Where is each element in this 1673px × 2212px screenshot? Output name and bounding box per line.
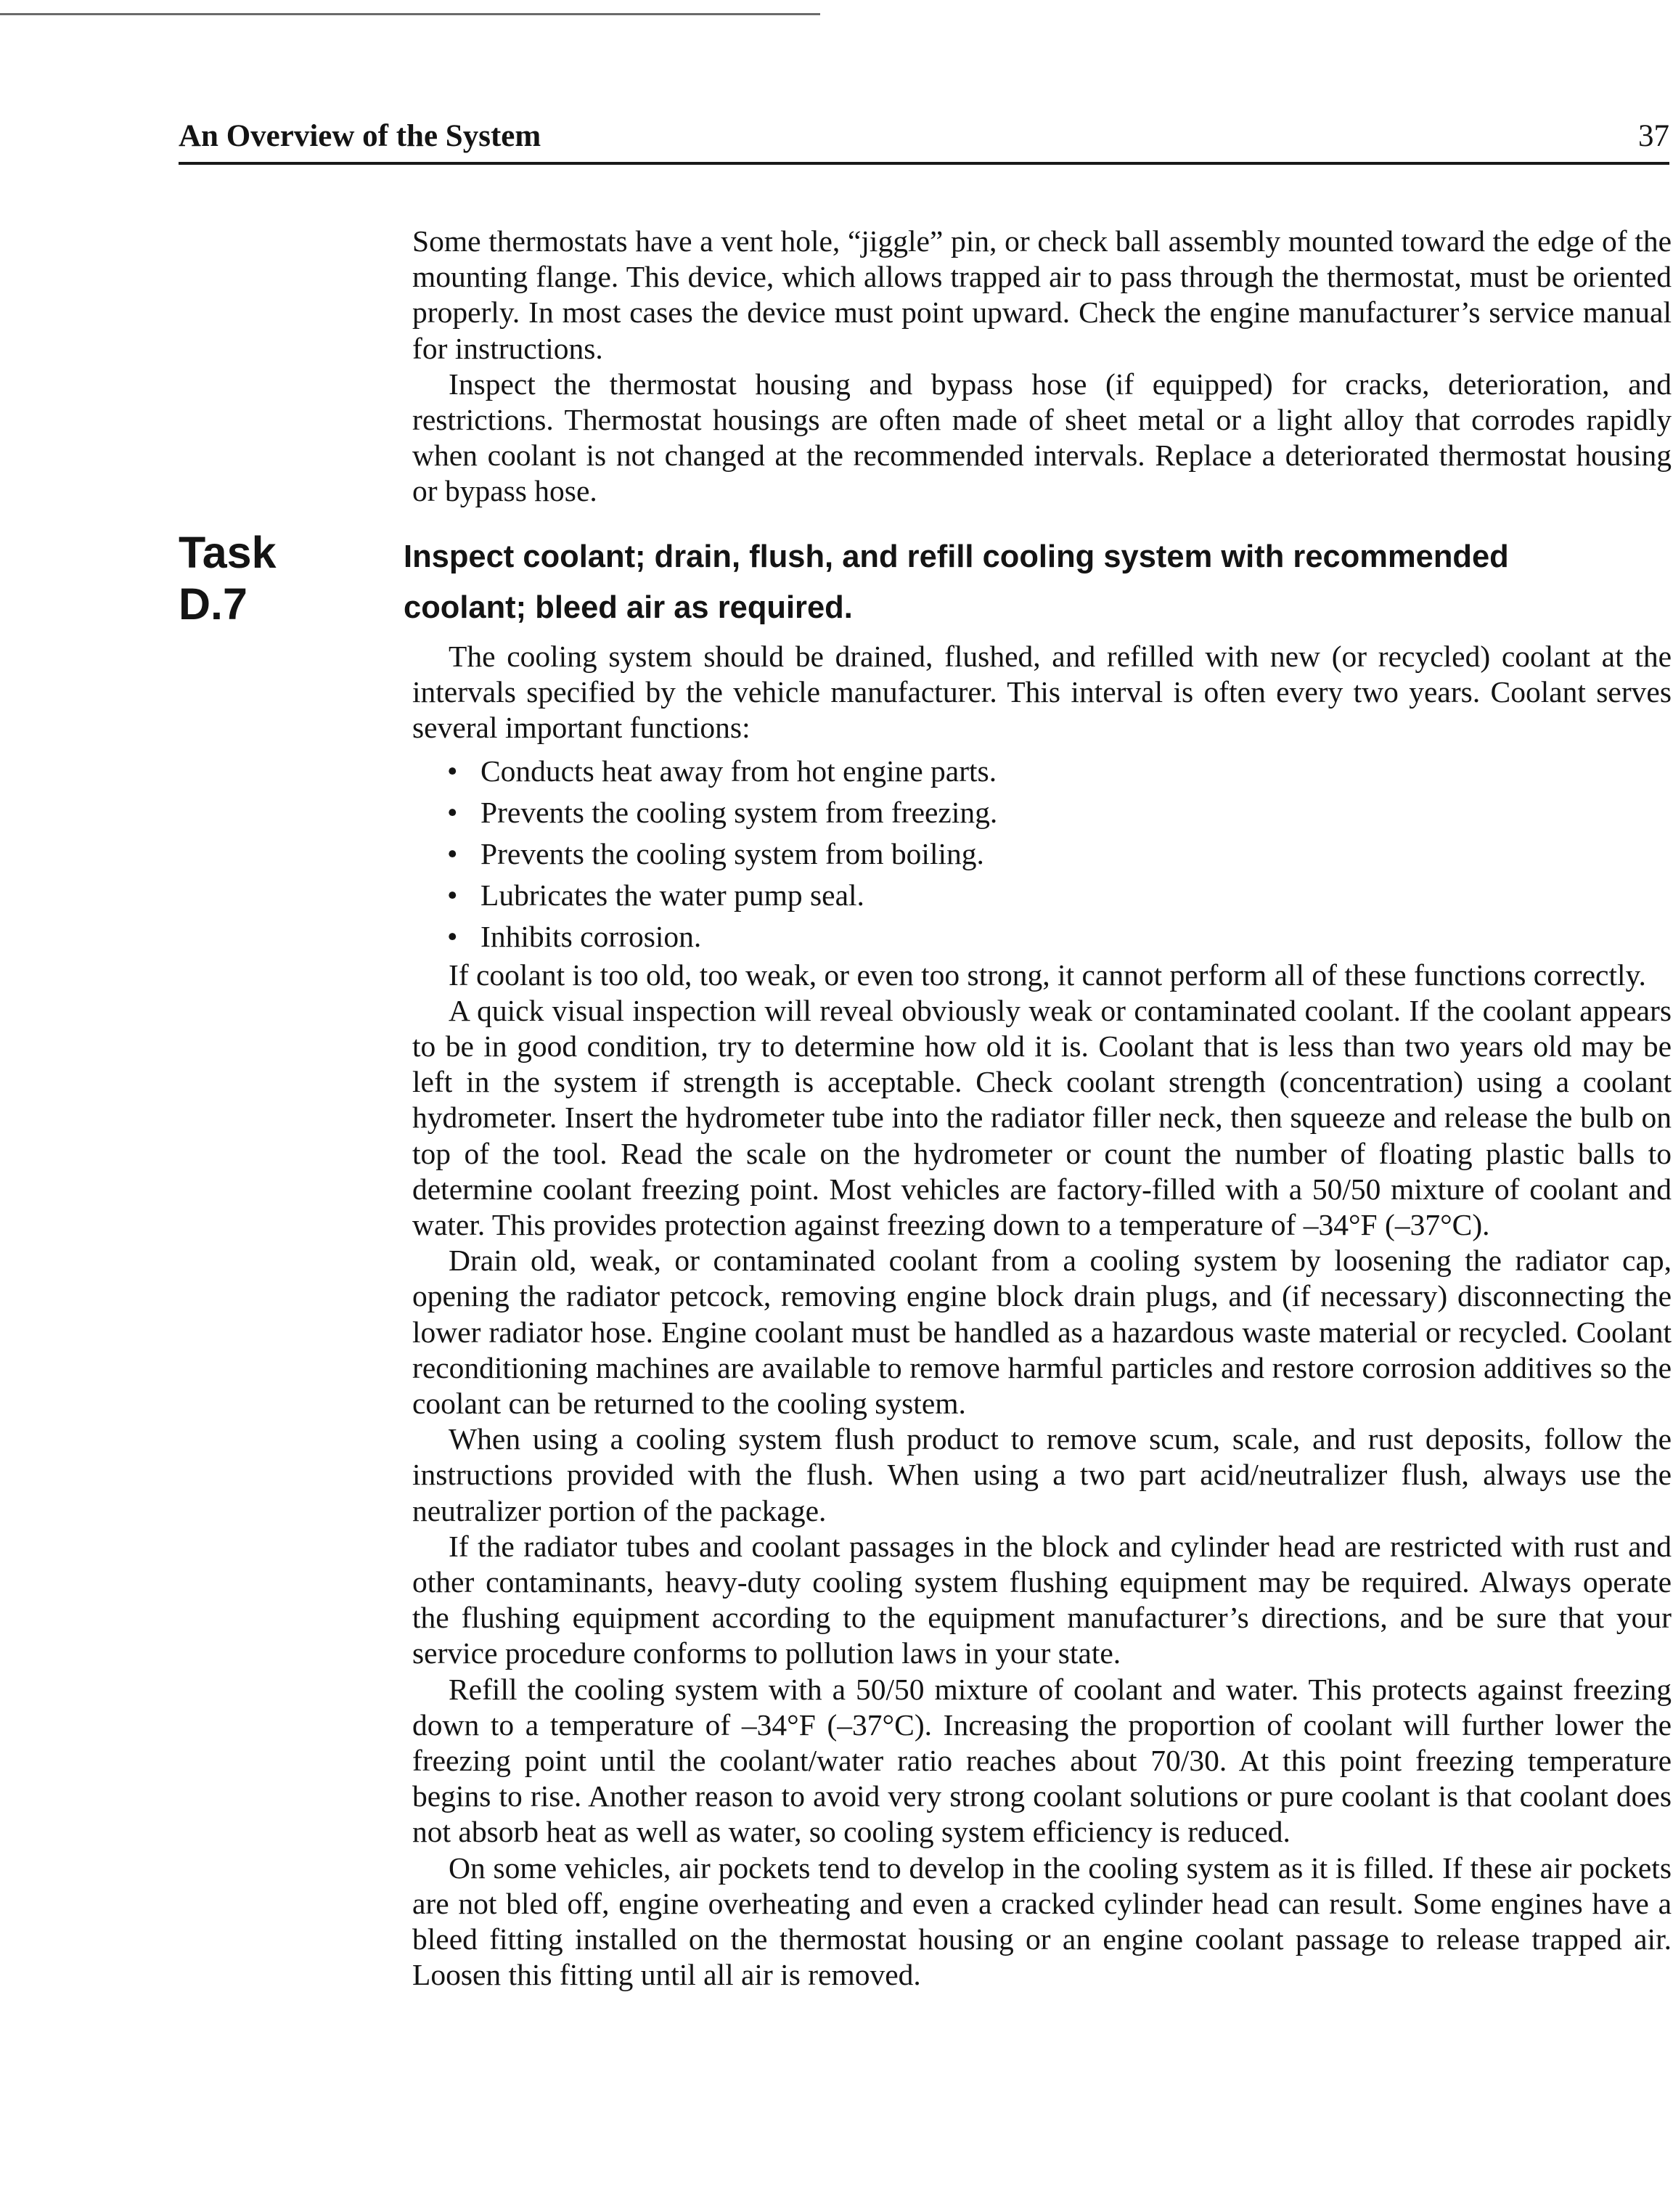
task-label-word: Task — [179, 528, 277, 577]
list-item: • Conducts heat away from hot engine parts. — [447, 751, 1672, 792]
paragraph: Some thermostats have a vent hole, “jiggle” pin, or check ball assembly mounted toward the edge of the mounting flange. This device, which allows trapped air to pass through the thermostat, must be oriented properly. In most cases the device must point upward. Check the engine manufacturer’s service manual for instructions. — [412, 224, 1672, 365]
paragraph: Drain old, weak, or contaminated coolant from a cooling system by loosening the radiator cap, opening the radiator petcock, removing engine block drain plugs, and (if necessary) disconnecting the lower radiator hose. Engine coolant must be handled as a hazardous waste material or recycled. Coolant reconditioning machines are available to remove harmful particles and restore corrosion additives so the coolant can be returned to the cooling system. — [412, 1244, 1672, 1421]
paragraph: On some vehicles, air pockets tend to develop in the cooling system as it is filled. If these air pockets are not bled off, engine overheating and even a cracked cylinder head can result. Some engines have a bleed fitting installed on the thermostat housing or an engine coolant passage to release trapped air. Loosen this fitting until all air is removed. — [412, 1850, 1672, 1992]
paragraph: If the radiator tubes and coolant passages in the block and cylinder head are restricted with rust and other contaminants, heavy-duty cooling system flushing equipment may be required. Always operate the flushing equipment according to the equipment manufacturer’s directions, and be sure that your service procedure conforms to pollution laws in your state. — [412, 1529, 1672, 1670]
functions-list — [412, 751, 1672, 958]
list-item: • Inhibits corrosion. — [447, 916, 1672, 958]
paragraph: Inspect the thermostat housing and bypass hose (if equipped) for cracks, deterioration, and restrictions. Thermostat housings are often made of sheet metal or a light alloy that corrodes rapidly when coolant is not changed at the recommended intervals. Replace a deteriorated thermostat housing or bypass hose. — [412, 367, 1672, 508]
task-label-code: D.7 — [179, 579, 248, 629]
paragraph: The cooling system should be drained, flushed, and refilled with new (or recycled) coolant at the intervals specified by the vehicle manufacturer. This interval is often every two years. Coolant serves several important functions: — [412, 640, 1672, 745]
task-label — [179, 527, 277, 630]
task-body — [412, 639, 1672, 1993]
task-title: Inspect coolant; drain, flush, and refill cooling system with recommended coolant; bleed air as required. — [404, 539, 1509, 625]
list-item: • Prevents the cooling system from freezing. — [447, 792, 1672, 833]
running-header — [179, 116, 1669, 167]
list-item: • Prevents the cooling system from boiling. — [447, 833, 1672, 875]
paragraph: When using a cooling system flush product to remove scum, scale, and rust deposits, follow the instructions provided with the flush. When using a two part acid/neutralizer flush, always use the neutralizer portion of the package. — [412, 1422, 1672, 1527]
running-header-title: An Overview of the System — [179, 119, 541, 153]
top-edge-rule — [0, 13, 820, 15]
list-item: • Lubricates the water pump seal. — [447, 875, 1672, 916]
paragraph: Refill the cooling system with a 50/50 mixture of coolant and water. This protects against freezing down to a temperature of –34°F (–37°C). Increasing the proportion of coolant will further lower the freezing point until the coolant/water ratio reaches about 70/30. At this point freezing temperature begins to rise. Another reason to avoid very strong coolant solutions or pure coolant is that coolant does not absorb heat as well as water, so cooling system efficiency is reduced. — [412, 1672, 1672, 1849]
header-rule — [179, 162, 1669, 165]
intro-section — [412, 224, 1672, 510]
paragraph: A quick visual inspection will reveal obviously weak or contaminated coolant. If the coolant appears to be in good condition, try to determine how old it is. Coolant that is less than two years old may be left in the system if strength is acceptable. Check coolant strength (concentration) using a coolant hydrometer. Insert the hydrometer tube into the radiator filler neck, then squeeze and release the bulb on top of the tool. Read the scale on the hydrometer or count the number of floating plastic balls to determine coolant freezing point. Most vehicles are factory-filled with a 50/50 mixture of coolant and water. This provides protection against freezing down to a temperature of –34°F (–37°C). — [412, 993, 1672, 1242]
paragraph: If coolant is too old, too weak, or even too strong, it cannot perform all of these functions correctly. — [449, 958, 1646, 992]
page-number: 37 — [1638, 119, 1669, 153]
